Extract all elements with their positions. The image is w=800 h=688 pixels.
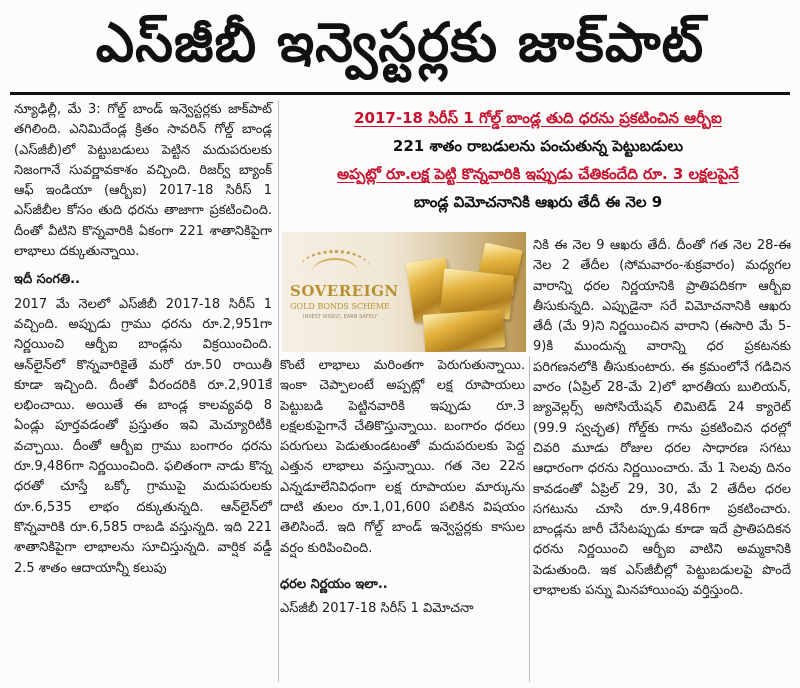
col2-paragraph-2: ఎస్‌జీబీ 2017-18 సిరీస్ 1 విమోచనా <box>280 601 474 617</box>
gold-bonds-photo <box>282 232 526 352</box>
col3-paragraph-1: నికి ఈ నెల 9 ఆఖరు తేదీ. దీంతో గత నెల 28-ఈ నెల 2 తేదీల (సోమవారం-శుక్రవారం) మధ్యగల వారాన్ని ధరల నిర్ణయానికి ప్రాతిపదికగా ఆర్బీఐ తీసుకున్నది. ఎప్పుడైనా సరే విమోచనానికి ఆఖరు తేదీ (మే 9)ని నిర్ణయించిన వారాని (ఈసారి మే 5-9)కి ముందున్న వారాన్ని ధర ప్రకటనకు పరిగణనలోకి తీసుకుంటారు. ఈ క్రమంలోనే గడిచిన వారం (ఏప్రిల్ 28-మే 2)లో భారతీయ బులియన్, జ్యువెల్లర్స్ అసోసియేషన్ లిమిటెడ్ 24 క్యారెట్ (99.9 స్వచ్ఛత) గోల్డ్‌కు గాను ప్రకటించిన ధరల్లో చివరి మూడు రోజుల ధరల సాధారణ సగటు ఆధారంగా ధరను నిర్ణయించారు. మే 1 సెలవు దినం కావడంతో ఏప్రిల్ 29, 30, మే 2 తేదీల ధరల సగటును చూసి రూ.9,486గా ప్రకటించారు. బాండ్లను జారీ చేసేటప్పుడు కూడా ఇదే ప్రాతిపదికన ధరను నిర్ణయించి ఆర్బీఐ వాటిని అమ్మకానికి పెడుతుంది. ఇక ఎస్‌జీబీల్లో పెట్టుబడులపై పొందే లాభాలకు పన్ను మినహాయింపు వర్తిస్తుంది. <box>533 238 791 599</box>
article-column-1 <box>14 100 279 682</box>
logo-tagline: INVEST WISELY, EARN SAFELY <box>303 314 377 320</box>
col1-paragraph-2: 2017 మే నెలలో ఎస్‌జీబీ 2017-18 సిరీస్ 1 వచ్చింది. అప్పుడు గ్రాము ధరను రూ.2,951గా నిర్ణయించి ఆర్బీఐ బాండ్లను విక్రయించింది. ఆన్‌లైన్‌లో కొన్నవారికైతే మరో రూ.50 రాయితీ కూడా ఇచ్చింది. దీంతో వీరందరికి రూ.2,901కే లభించాయి. అయితే ఈ బాండ్ల కాలవ్యవధి 8 ఏండ్లు పూర్తవడంతో ప్రస్తుతం ఇవి మెచ్యూరిటీకి వచ్చాయి. దీంతో ఆర్బీఐ గ్రాము బంగారం ధరను రూ.9,486గా నిర్ణయించింది. ఫలితంగా నాడు కొన్న ధరతో చూస్తే ఒక్కో గ్రాముపై మదుపరులకు రూ.6,535 లాభం దక్కుతున్నది. ఆన్‌లైన్‌లో కొన్నవారికి రూ.6,585 రాబడి వస్తున్నది. ఇది 221 శాతానికిపైగా లాభాలను సూచిస్తున్నది. వార్షిక వడ్డీ 2.5 శాతం ఆదాయాన్నీ కలుపు <box>14 296 272 576</box>
article-column-3 <box>533 236 791 682</box>
logo-scheme-text: SCHEME <box>351 302 390 311</box>
col1-subhead: ఇదీ సంగతి.. <box>14 272 80 288</box>
col2-paragraph-1: కొంటే లాభాలు మరింతగా పెరుగుతున్నాయి. ఇంకా చెప్పాలంటే అప్పట్లో లక్ష రూపాయలు పెట్టుబడి పెట్టినవారికి ఇప్పుడు రూ.3 లక్షలకుపైగానే చేతికొస్తున్నాయి. బంగారం ధరలు పరుగులు పెడుతుండటంతో మదుపరులకు పెద్ద ఎత్తున లాభాలు వస్తున్నాయి. గత నెల 22న ఎన్నడూలేనివిధంగా లక్ష రూపాయల మార్కును దాటి తులం రూ.1,01,600 పలికిన విషయం తెలిసిందే. ఇది గోల్డ్ బాండ్ ఇన్వెస్టర్లకు కాసుల వర్షం కురిపించింది. <box>280 358 525 556</box>
logo-gold-bonds-text: GOLD BONDS <box>290 302 349 311</box>
deck-line-2: 221 శాతం రాబడులను పంచుతున్న పెట్టుబడులు <box>392 137 684 155</box>
logo-gold-bonds <box>290 302 390 311</box>
deck-line-1: 2017-18 సిరీస్ 1 గోల్డ్ బాండ్ల తుది ధరను ప్రకటించిన ఆర్బీఐ <box>354 109 722 127</box>
article-column-2 <box>280 356 530 682</box>
deck-headlines <box>282 104 794 216</box>
col2-subhead: ధరల నిర్ణయం ఇలా.. <box>280 576 388 592</box>
headline: ఎస్‌జీబీ ఇన్వెస్టర్లకు జాక్‌పాట్ <box>10 6 790 95</box>
logo-sovereign: SOVEREIGN <box>290 282 399 300</box>
col1-paragraph-1: న్యూఢిల్లీ, మే 3: గోల్డ్ బాండ్ ఇన్వెస్టర్లకు జాక్‌పాట్ తగిలింది. ఎనిమిదేండ్ల క్రితం సావరిన్ గోల్డ్ బాండ్ల (ఎస్‌జీబీ)లో పెట్టుబడులు పెట్టిన మదుపరులకు నిజంగానే సువర్ణావకాశం వచ్చింది. రిజర్వ్ బ్యాంక్ ఆఫ్ ఇండియా (ఆర్బీఐ) 2017-18 సిరీస్ 1 ఎస్‌జీబీల కోసం తుది ధరను తాజాగా ప్రకటించింది. దీంతో వీటిని కొన్నవారికి ఏకంగా 221 శాతానికిపైగా లాభాలు దక్కుతున్నాయి. <box>14 102 272 260</box>
deck-line-3: అప్పట్లో రూ.లక్ష పెట్టి కొన్నవారికి ఇప్పుడు చేతికందేది రూ. 3 లక్షలపైనే <box>337 165 739 183</box>
deck-line-4: బాండ్ల విమోచనానికి ఆఖరు తేదీ ఈ నెల 9 <box>413 193 663 211</box>
gold-bar-icon <box>423 309 505 352</box>
